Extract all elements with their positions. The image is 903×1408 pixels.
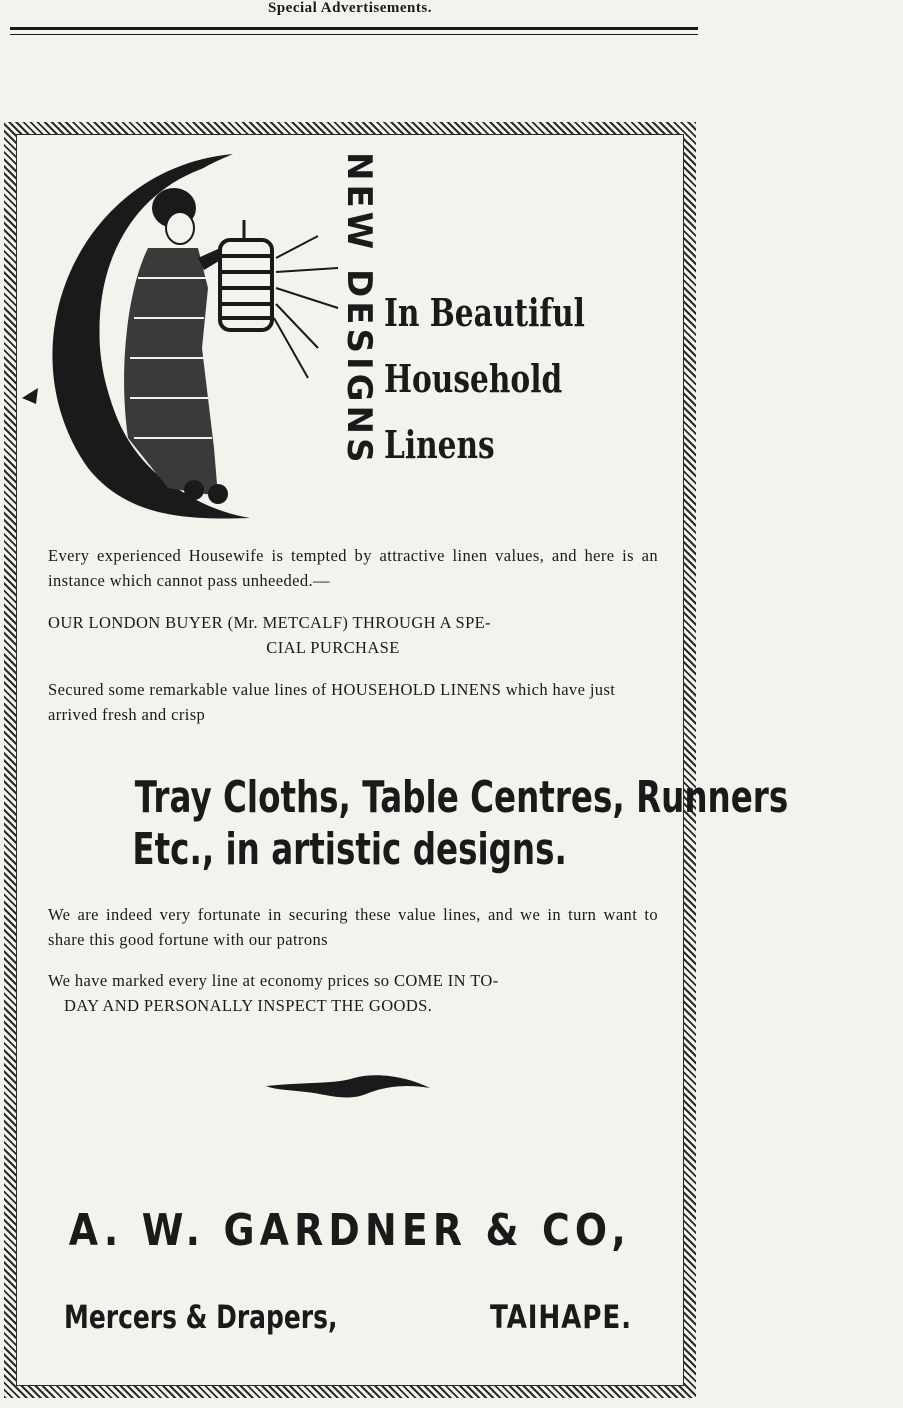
moon-tip-ornament [22, 388, 38, 404]
headline [384, 280, 618, 478]
lantern-icon [220, 220, 272, 330]
ornamental-flourish-icon [266, 1072, 430, 1102]
header-rule-thick [10, 27, 698, 30]
secured-paragraph: Secured some remarkable value lines of HOUSEHOLD LINENS which have just arrived fresh and crisp [48, 680, 616, 724]
header-rule-thin [10, 34, 698, 35]
feature-heading-1-text: Tray Cloths, Table Centres, Runners [134, 772, 789, 823]
town-label: TAIHAPE. [490, 1298, 632, 1336]
firm-name-text: A. W. GARDNER & CO, [68, 1205, 632, 1256]
economy-paragraph [48, 968, 658, 1018]
light-rays-icon [274, 236, 338, 378]
new-designs-lettering: NEW DESIGNS [339, 152, 379, 467]
economy-line-2: DAY AND PERSONALLY INSPECT THE GOODS. [64, 996, 433, 1015]
intro-paragraph: Every experienced Housewife is tempted by attractive linen values, and here is an instance which cannot pass unheeded.— [48, 546, 658, 590]
headline-line: Household [384, 356, 563, 401]
moon-lantern-illustration [18, 148, 378, 528]
buyer-line-2: CIAL PURCHASE [266, 638, 400, 657]
buyer-paragraph [48, 610, 658, 660]
economy-line-1: We have marked every line at economy prices so COME IN TO- [48, 971, 499, 990]
feature-heading-1 [20, 772, 789, 824]
feature-heading-2-text: Etc., in artistic designs. [132, 824, 568, 875]
trade-label: Mercers & Drapers, [64, 1298, 338, 1336]
feature-heading-2 [20, 824, 680, 876]
fortune-paragraph: We are indeed very fortunate in securing these value lines, and we in turn want to share this good fortune with our patrons [48, 905, 658, 949]
firm-name [0, 1205, 700, 1256]
section-header: Special Advertisements. [268, 0, 432, 16]
headline-line: In Beautiful [384, 290, 585, 335]
buyer-line-1: OUR LONDON BUYER (Mr. METCALF) THROUGH A SPE- [48, 613, 492, 632]
headline-line: Linens [384, 422, 495, 467]
